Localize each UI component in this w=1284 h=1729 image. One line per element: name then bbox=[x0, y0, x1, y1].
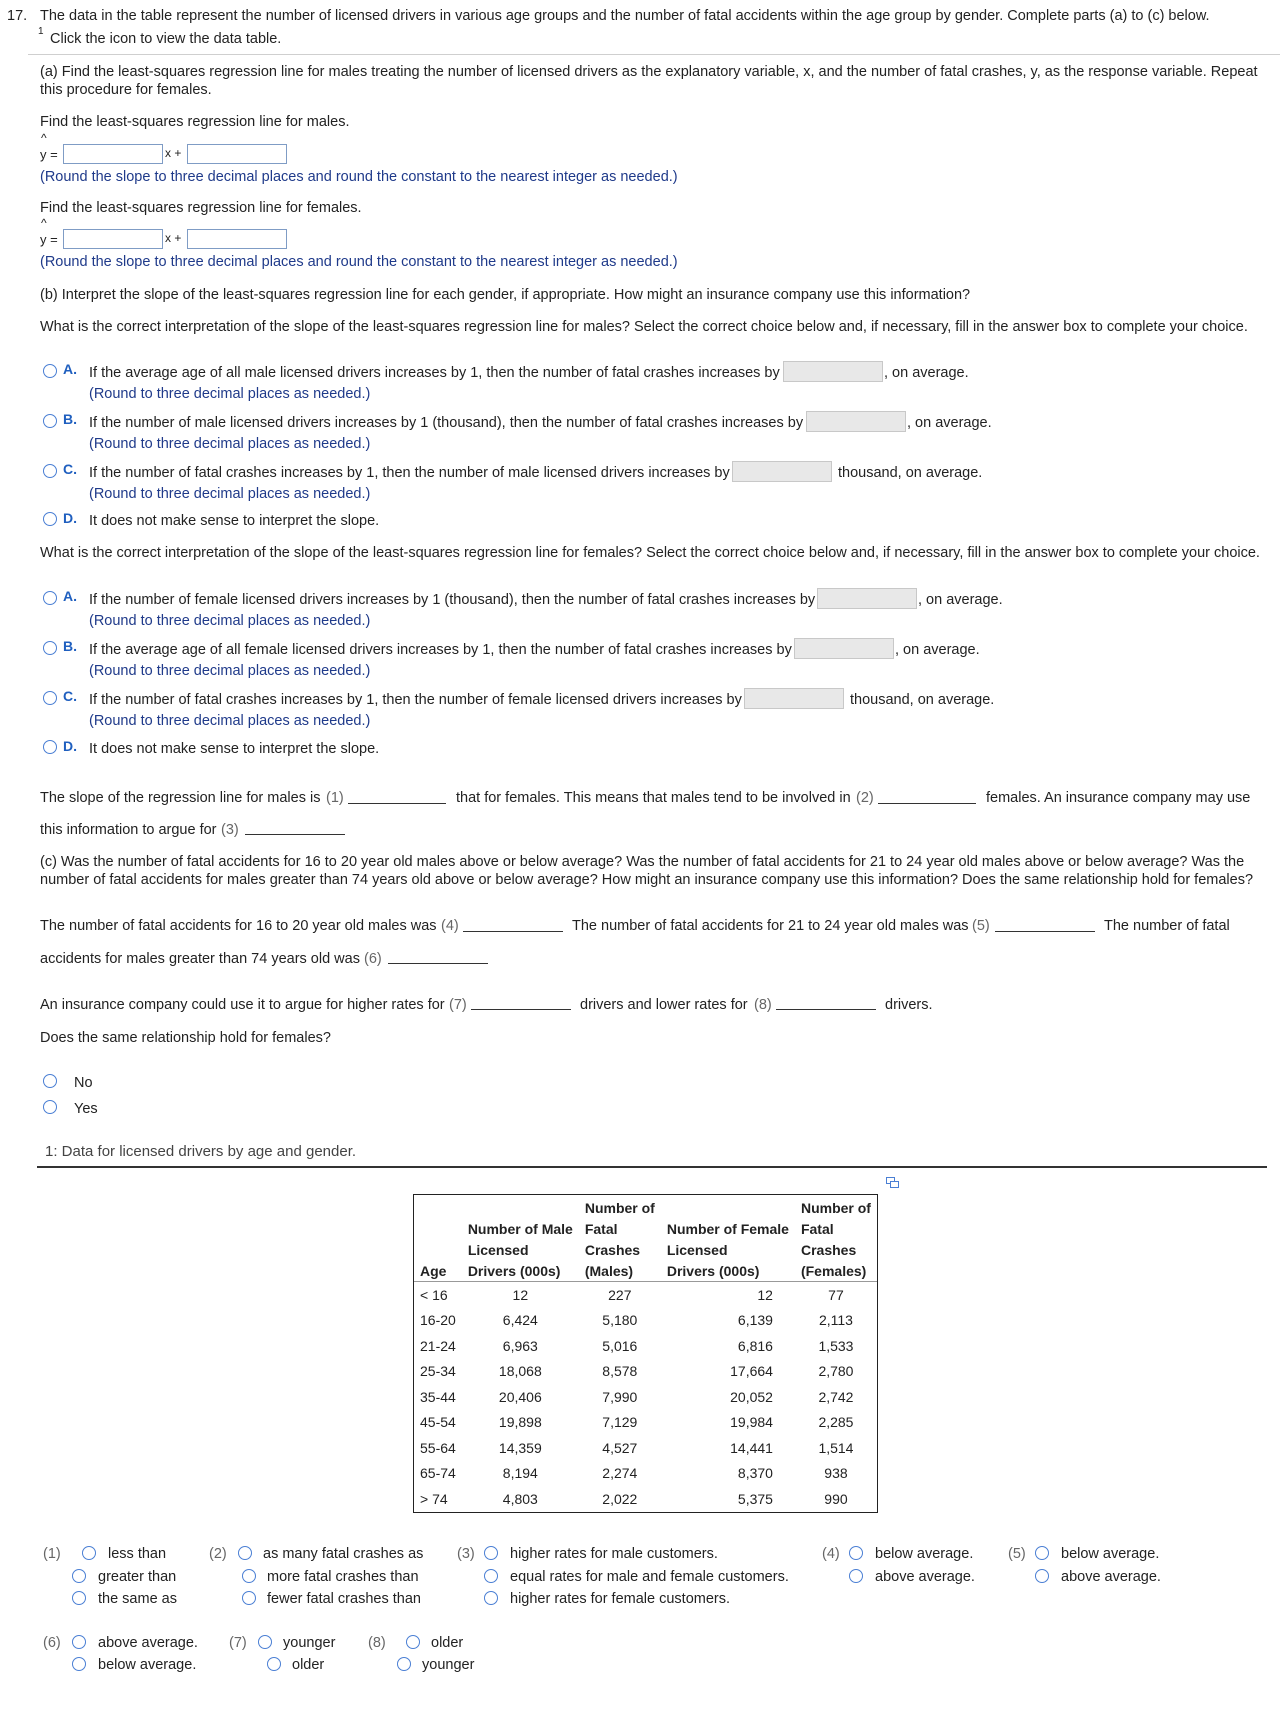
choice-5-opt-1-radio[interactable] bbox=[1035, 1546, 1049, 1560]
option-letter: C. bbox=[63, 461, 77, 477]
choice-5-opt-2-radio[interactable] bbox=[1035, 1569, 1049, 1583]
choice-5-opt-2: above average. bbox=[1061, 1569, 1161, 1585]
female-constant-input[interactable] bbox=[187, 229, 287, 249]
male-option-c-radio[interactable] bbox=[43, 464, 57, 478]
part-c-sentence-4: accidents for males greater than 74 years old was bbox=[40, 951, 360, 967]
copy-icon[interactable] bbox=[886, 1176, 899, 1186]
cell-male-crashes: 2,022 bbox=[602, 1490, 638, 1507]
cell-female-crashes: 1,533 bbox=[818, 1337, 854, 1354]
x-plus-label: x + bbox=[165, 231, 182, 245]
no-label: No bbox=[74, 1075, 93, 1091]
cell-female-drivers: 12 bbox=[757, 1286, 773, 1303]
choice-group-label: (3) bbox=[457, 1546, 475, 1562]
yes-label: Yes bbox=[74, 1101, 98, 1117]
on-average-text: , on average. bbox=[907, 415, 992, 431]
table-row bbox=[414, 1333, 877, 1359]
male-option-c-text: If the number of fatal crashes increases by 1, then the number of male licensed drivers increases by bbox=[89, 465, 730, 481]
thousand-on-average-text: thousand, on average. bbox=[838, 465, 983, 481]
cell-male-crashes: 5,180 bbox=[602, 1312, 638, 1329]
female-option-a-radio[interactable] bbox=[43, 591, 57, 605]
choice-2-opt-3-radio[interactable] bbox=[242, 1591, 256, 1605]
dropdown-7[interactable] bbox=[471, 1009, 571, 1010]
cell-female-drivers: 8,370 bbox=[737, 1465, 773, 1482]
hat-symbol: ^ bbox=[41, 131, 47, 145]
round-note-male: (Round the slope to three decimal places and round the constant to the nearest integer as needed.) bbox=[40, 169, 678, 185]
question-intro: The data in the table represent the number of licensed drivers in various age groups and the number of fatal accidents within the age group by gender. Complete parts (a) to (c) below. bbox=[40, 8, 1210, 24]
dropdown-3[interactable] bbox=[245, 834, 345, 835]
choice-1-opt-1: less than bbox=[108, 1546, 167, 1562]
round-note: (Round to three decimal places as needed.) bbox=[89, 663, 371, 679]
choice-7-opt-1-radio[interactable] bbox=[258, 1635, 272, 1649]
cell-male-drivers: 6,963 bbox=[502, 1337, 538, 1354]
male-constant-input[interactable] bbox=[187, 144, 287, 164]
header-line: Licensed bbox=[467, 1242, 529, 1258]
cell-age: 55-64 bbox=[420, 1439, 456, 1456]
choice-7-opt-2: older bbox=[292, 1657, 325, 1673]
cell-female-crashes: 1,514 bbox=[818, 1439, 854, 1456]
choice-group-label: (8) bbox=[368, 1635, 386, 1651]
option-letter: A. bbox=[63, 588, 77, 604]
female-option-b-radio[interactable] bbox=[43, 641, 57, 655]
cell-age: 45-54 bbox=[420, 1414, 456, 1431]
blank-number: (5) bbox=[972, 918, 990, 934]
cell-female-crashes: 2,742 bbox=[818, 1388, 854, 1405]
no-radio[interactable] bbox=[43, 1074, 57, 1088]
choice-2-opt-1-radio[interactable] bbox=[238, 1546, 252, 1560]
cell-male-drivers: 12 bbox=[512, 1286, 529, 1303]
round-note: (Round to three decimal places as needed.) bbox=[89, 613, 371, 629]
cell-female-drivers: 20,052 bbox=[730, 1388, 773, 1405]
cell-age: < 16 bbox=[420, 1286, 448, 1303]
header-line: Age bbox=[420, 1263, 447, 1279]
caption-underline bbox=[37, 1166, 1267, 1168]
data-table-box bbox=[413, 1194, 878, 1513]
choice-group-label: (1) bbox=[43, 1546, 61, 1562]
cell-female-crashes: 2,285 bbox=[818, 1414, 854, 1431]
cell-male-drivers: 8,194 bbox=[502, 1465, 538, 1482]
header-line: Number of bbox=[584, 1200, 655, 1216]
male-option-a-input[interactable] bbox=[783, 361, 883, 382]
cell-male-crashes: 5,016 bbox=[602, 1337, 638, 1354]
male-option-d-radio[interactable] bbox=[43, 512, 57, 526]
yes-radio[interactable] bbox=[43, 1100, 57, 1114]
on-average-text: , on average. bbox=[884, 365, 969, 381]
dropdown-5[interactable] bbox=[995, 931, 1095, 932]
part-c-sentence-6: drivers and lower rates for bbox=[580, 997, 748, 1013]
header-line: (Females) bbox=[800, 1263, 867, 1279]
choice-6-opt-1-radio[interactable] bbox=[72, 1635, 86, 1649]
choice-4-opt-2-radio[interactable] bbox=[849, 1569, 863, 1583]
header-line: Crashes bbox=[800, 1242, 857, 1258]
female-option-c-input[interactable] bbox=[744, 688, 844, 709]
cell-male-crashes: 2,274 bbox=[602, 1465, 638, 1482]
choice-3-opt-2-radio[interactable] bbox=[484, 1569, 498, 1583]
cell-age: 25-34 bbox=[420, 1363, 456, 1380]
choice-3-opt-3-radio[interactable] bbox=[484, 1591, 498, 1605]
choice-6-opt-2: below average. bbox=[98, 1657, 197, 1673]
table-row bbox=[414, 1435, 877, 1461]
choice-3-opt-2: equal rates for male and female customers. bbox=[510, 1569, 789, 1585]
option-letter: B. bbox=[63, 411, 77, 427]
male-line-label: Find the least-squares regression line for males. bbox=[40, 114, 350, 130]
choice-2-opt-1: as many fatal crashes as bbox=[263, 1546, 424, 1562]
choice-group-label: (7) bbox=[229, 1635, 247, 1651]
cell-male-drivers: 18,068 bbox=[498, 1363, 542, 1380]
part-c-sentence-7: drivers. bbox=[885, 997, 933, 1013]
option-letter: D. bbox=[63, 738, 77, 754]
cell-male-drivers: 14,359 bbox=[498, 1439, 542, 1456]
option-letter: D. bbox=[63, 510, 77, 526]
dropdown-2[interactable] bbox=[878, 803, 976, 804]
choice-2-opt-3: fewer fatal crashes than bbox=[267, 1591, 421, 1607]
cell-female-drivers: 6,139 bbox=[737, 1312, 773, 1329]
slope-sentence-part2: that for females. This means that males tend to be involved in bbox=[456, 790, 851, 806]
choice-2-opt-2: more fatal crashes than bbox=[267, 1569, 419, 1585]
cell-male-drivers: 19,898 bbox=[498, 1414, 542, 1431]
choice-3-opt-1-radio[interactable] bbox=[484, 1546, 498, 1560]
choice-1-opt-2: greater than bbox=[98, 1569, 177, 1585]
cell-age: 16-20 bbox=[420, 1312, 456, 1329]
header-line: Drivers (000s) bbox=[666, 1263, 760, 1279]
hat-symbol: ^ bbox=[41, 216, 47, 230]
cell-male-crashes: 8,578 bbox=[602, 1363, 638, 1380]
choice-group-label: (5) bbox=[1008, 1546, 1026, 1562]
choice-2-opt-2-radio[interactable] bbox=[242, 1569, 256, 1583]
female-option-b-input[interactable] bbox=[794, 638, 894, 659]
header-line: Licensed bbox=[666, 1242, 728, 1258]
table-row bbox=[414, 1384, 877, 1410]
part-c-sentence-3: The number of fatal bbox=[1104, 918, 1230, 934]
female-option-c-text: If the number of fatal crashes increases by 1, then the number of female licensed drivers increases by bbox=[89, 692, 742, 708]
round-note: (Round to three decimal places as needed.) bbox=[89, 713, 371, 729]
blank-number: (3) bbox=[221, 822, 239, 838]
table-row bbox=[414, 1461, 877, 1487]
table-row bbox=[414, 1486, 877, 1512]
choice-4-opt-1: below average. bbox=[875, 1546, 974, 1562]
cell-male-crashes: 7,990 bbox=[602, 1388, 638, 1405]
blank-number: (7) bbox=[449, 997, 467, 1013]
choice-8-opt-2: younger bbox=[422, 1657, 475, 1673]
option-letter: A. bbox=[63, 361, 77, 377]
part-c-sentence-1: The number of fatal accidents for 16 to 20 year old males was bbox=[40, 918, 437, 934]
choice-3-opt-3: higher rates for female customers. bbox=[510, 1591, 731, 1607]
blank-number: (8) bbox=[754, 997, 772, 1013]
header-line: Crashes bbox=[584, 1242, 641, 1258]
table-row bbox=[414, 1410, 877, 1436]
choice-7-opt-2-radio[interactable] bbox=[267, 1657, 281, 1671]
female-option-c-radio[interactable] bbox=[43, 691, 57, 705]
cell-female-drivers: 19,984 bbox=[730, 1414, 773, 1431]
header-line: Drivers (000s) bbox=[467, 1263, 561, 1279]
cell-female-crashes: 938 bbox=[824, 1465, 848, 1482]
blank-number: (6) bbox=[364, 951, 382, 967]
choice-8-opt-2-radio[interactable] bbox=[397, 1657, 411, 1671]
female-option-d-text: It does not make sense to interpret the slope. bbox=[89, 741, 380, 757]
header-line: Fatal bbox=[800, 1221, 834, 1237]
on-average-text: , on average. bbox=[918, 592, 1003, 608]
cell-male-crashes: 7,129 bbox=[602, 1414, 638, 1431]
choice-group-label: (6) bbox=[43, 1635, 61, 1651]
cell-female-drivers: 6,816 bbox=[737, 1337, 773, 1354]
cell-male-drivers: 4,803 bbox=[502, 1490, 538, 1507]
choice-group-label: (4) bbox=[822, 1546, 840, 1562]
same-relationship-question: Does the same relationship hold for females? bbox=[40, 1030, 331, 1046]
thousand-on-average-text: thousand, on average. bbox=[850, 692, 995, 708]
header-line: Fatal bbox=[584, 1221, 618, 1237]
cell-female-crashes: 990 bbox=[824, 1490, 848, 1507]
header-line: Number of Male bbox=[467, 1221, 573, 1237]
cell-age: 65-74 bbox=[420, 1465, 456, 1482]
dropdown-8[interactable] bbox=[776, 1009, 876, 1010]
male-option-d-text: It does not make sense to interpret the slope. bbox=[89, 513, 380, 529]
slope-sentence-part4: this information to argue for bbox=[40, 822, 217, 838]
cell-male-drivers: 6,424 bbox=[502, 1312, 538, 1329]
yhat-label: y = bbox=[40, 232, 58, 247]
cell-female-drivers: 5,375 bbox=[737, 1490, 773, 1507]
data-table bbox=[414, 1195, 877, 1512]
choice-5-opt-1: below average. bbox=[1061, 1546, 1160, 1562]
table-caption: 1: Data for licensed drivers by age and gender. bbox=[45, 1143, 357, 1160]
table-row bbox=[414, 1308, 877, 1334]
cell-female-drivers: 17,664 bbox=[730, 1363, 773, 1380]
cell-female-drivers: 14,441 bbox=[730, 1439, 773, 1456]
view-data-link[interactable]: Click the icon to view the data table. bbox=[50, 31, 282, 47]
male-option-b-radio[interactable] bbox=[43, 414, 57, 428]
choice-1-opt-1-radio[interactable] bbox=[82, 1546, 96, 1560]
male-option-a-radio[interactable] bbox=[43, 364, 57, 378]
choice-8-opt-1: older bbox=[431, 1635, 464, 1651]
choice-group-label: (2) bbox=[209, 1546, 227, 1562]
choice-6-opt-2-radio[interactable] bbox=[72, 1657, 86, 1671]
cell-male-crashes: 4,527 bbox=[602, 1439, 638, 1456]
blank-number: (4) bbox=[441, 918, 459, 934]
cell-female-crashes: 2,780 bbox=[818, 1363, 854, 1380]
choice-4-opt-1-radio[interactable] bbox=[849, 1546, 863, 1560]
option-letter: C. bbox=[63, 688, 77, 704]
on-average-text: , on average. bbox=[895, 642, 980, 658]
cell-age: 21-24 bbox=[420, 1337, 456, 1354]
dropdown-6[interactable] bbox=[388, 963, 488, 964]
table-row bbox=[414, 1282, 877, 1308]
male-option-a-text: If the average age of all male licensed drivers increases by 1, then the number of fatal crashes increases by bbox=[89, 365, 780, 381]
male-slope-input[interactable] bbox=[63, 144, 163, 164]
footnote-mark: 1 bbox=[38, 26, 44, 37]
part-b-prompt: (b) Interpret the slope of the least-squares regression line for each gender, if appropriate. How might an insurance company use this information? bbox=[40, 287, 971, 303]
choice-3-opt-1: higher rates for male customers. bbox=[510, 1546, 718, 1562]
cell-age: 35-44 bbox=[420, 1388, 456, 1405]
round-note: (Round to three decimal places as needed.) bbox=[89, 436, 371, 452]
table-row bbox=[414, 1359, 877, 1385]
yhat-label: y = bbox=[40, 147, 58, 162]
male-option-b-input[interactable] bbox=[806, 411, 906, 432]
choice-4-opt-2: above average. bbox=[875, 1569, 975, 1585]
part-a-prompt-l2: this procedure for females. bbox=[40, 82, 212, 98]
part-c-prompt-l2: number of fatal accidents for males greater than 74 years old above or below average? How might an insurance company use this information? Does the same relationship hold for females? bbox=[40, 872, 1254, 888]
dropdown-1[interactable] bbox=[348, 803, 446, 804]
blank-number: (2) bbox=[856, 790, 874, 806]
part-c-prompt-l1: (c) Was the number of fatal accidents for 16 to 20 year old males above or below average? Was the number of fatal accidents for 21 to 24 year old males above or below average? Was the bbox=[40, 854, 1245, 870]
option-letter: B. bbox=[63, 638, 77, 654]
choice-1-opt-3-radio[interactable] bbox=[72, 1591, 86, 1605]
part-c-sentence-2: The number of fatal accidents for 21 to 24 year old males was bbox=[572, 918, 969, 934]
choice-7-opt-1: younger bbox=[283, 1635, 336, 1651]
x-plus-label: x + bbox=[165, 146, 182, 160]
female-slope-input[interactable] bbox=[63, 229, 163, 249]
part-c-sentence-5: An insurance company could use it to argue for higher rates for bbox=[40, 997, 445, 1013]
slope-sentence-part3: females. An insurance company may use bbox=[986, 790, 1251, 806]
cell-age: > 74 bbox=[420, 1490, 448, 1507]
choice-1-opt-2-radio[interactable] bbox=[72, 1569, 86, 1583]
header-line: Number of Female bbox=[666, 1221, 789, 1237]
cell-male-drivers: 20,406 bbox=[498, 1388, 542, 1405]
male-option-b-text: If the number of male licensed drivers increases by 1 (thousand), then the number of fatal crashes increases by bbox=[89, 415, 804, 431]
divider bbox=[28, 54, 1280, 55]
dropdown-4[interactable] bbox=[463, 931, 563, 932]
round-note: (Round to three decimal places as needed.) bbox=[89, 386, 371, 402]
cell-female-crashes: 77 bbox=[828, 1286, 844, 1303]
female-option-b-text: If the average age of all female licensed drivers increases by 1, then the number of fatal crashes increases by bbox=[89, 642, 792, 658]
header-line: (Males) bbox=[584, 1263, 634, 1279]
female-option-a-input[interactable] bbox=[817, 588, 917, 609]
male-interpret-question: What is the correct interpretation of the slope of the least-squares regression line for males? Select the correct choice below and, if necessary, fill in the answer box to complete your choice. bbox=[40, 319, 1248, 335]
female-interpret-question: What is the correct interpretation of the slope of the least-squares regression line for females? Select the correct choice below and, if necessary, fill in the answer box to complete your choice. bbox=[40, 545, 1260, 561]
choice-8-opt-1-radio[interactable] bbox=[406, 1635, 420, 1649]
female-option-a-text: If the number of female licensed drivers increases by 1 (thousand), then the number of fatal crashes increases by bbox=[89, 592, 816, 608]
choice-6-opt-1: above average. bbox=[98, 1635, 198, 1651]
female-line-label: Find the least-squares regression line for females. bbox=[40, 200, 362, 216]
round-note-female: (Round the slope to three decimal places and round the constant to the nearest integer as needed.) bbox=[40, 254, 678, 270]
part-a-prompt-l1: (a) Find the least-squares regression line for males treating the number of licensed drivers as the explanatory variable, x, and the number of fatal crashes, y, as the response variable. Repeat bbox=[40, 64, 1258, 80]
round-note: (Round to three decimal places as needed.) bbox=[89, 486, 371, 502]
male-option-c-input[interactable] bbox=[732, 461, 832, 482]
question-number: 17. bbox=[7, 8, 28, 24]
slope-sentence-part1: The slope of the regression line for males is bbox=[40, 790, 321, 806]
blank-number: (1) bbox=[326, 790, 344, 806]
cell-male-crashes: 227 bbox=[608, 1286, 632, 1303]
header-line: Number of bbox=[800, 1200, 871, 1216]
cell-female-crashes: 2,113 bbox=[818, 1312, 853, 1329]
choice-1-opt-3: the same as bbox=[98, 1591, 177, 1607]
female-option-d-radio[interactable] bbox=[43, 740, 57, 754]
